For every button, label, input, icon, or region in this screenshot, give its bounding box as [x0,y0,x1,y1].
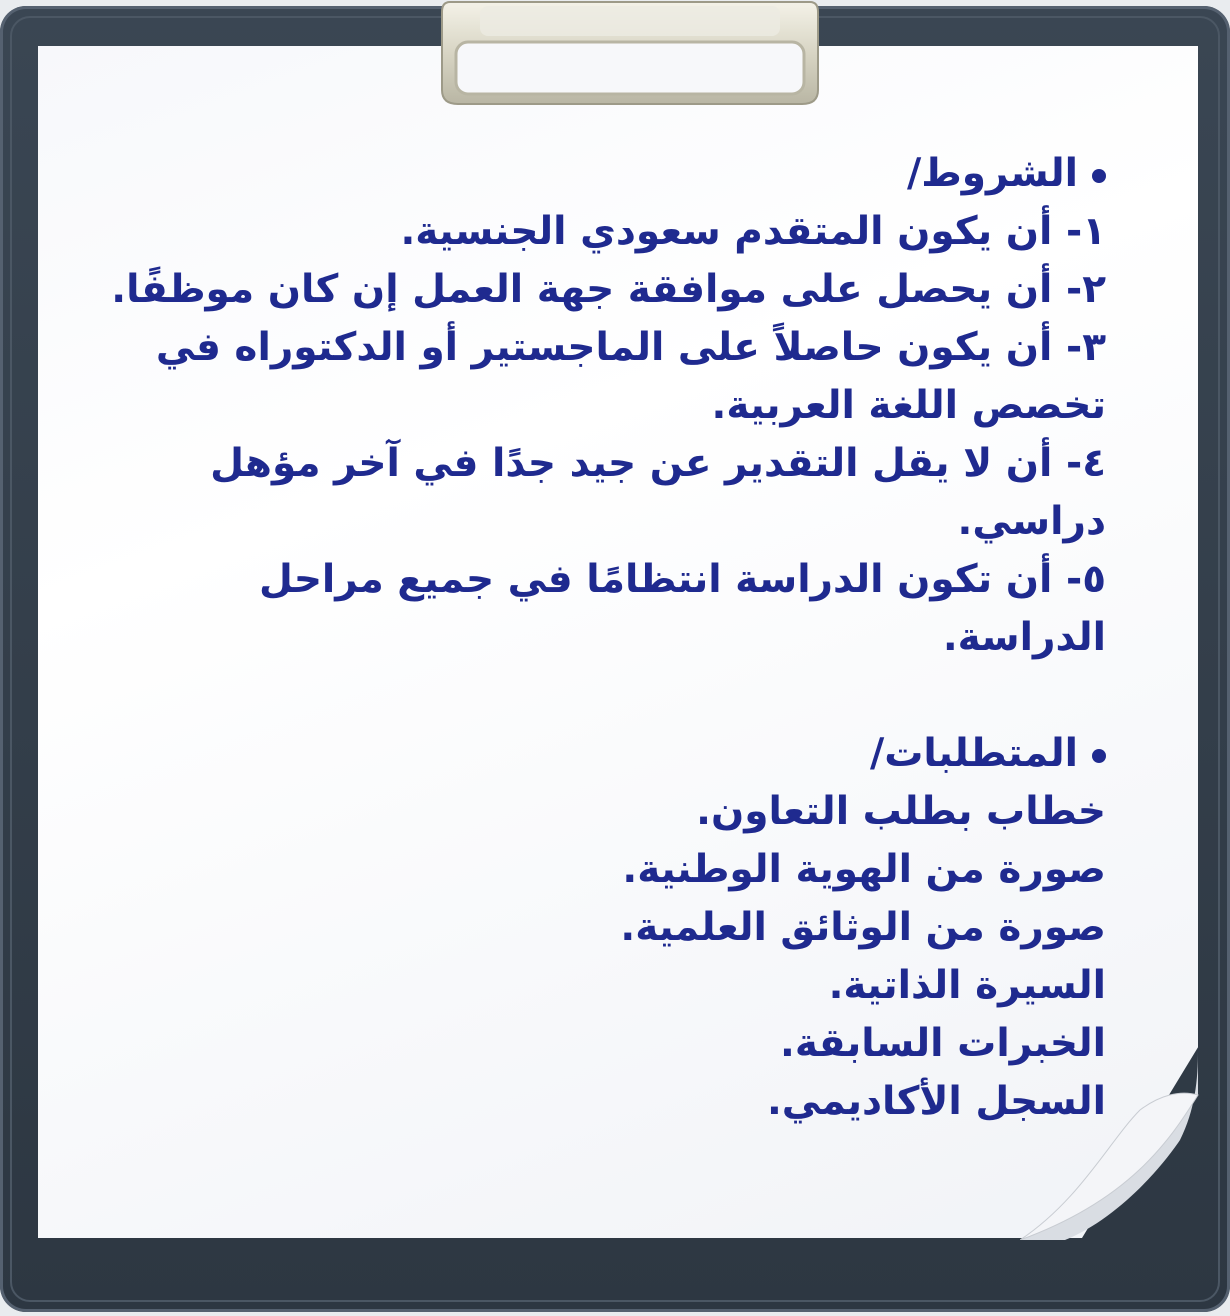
bullet-icon [1092,749,1106,763]
bullet-icon [1092,169,1106,183]
requirement-line: الخبرات السابقة. [780,1021,1106,1066]
requirement-line: صورة من الوثائق العلمية. [620,905,1106,950]
requirement-line: السجل الأكاديمي. [766,1079,1106,1124]
section-spacer [106,667,1106,725]
condition-line: ٣- أن يكون حاصلاً على الماجستير أو الدكتوراه في [155,325,1106,370]
conditions-heading-text: الشروط/ [907,151,1078,196]
document-content [106,145,1106,1131]
condition-line: دراسي. [957,499,1106,544]
requirement-line: السيرة الذاتية. [828,963,1106,1008]
condition-line: ٤- أن لا يقل التقدير عن جيد جدًا في آخر مؤهل [210,441,1106,486]
requirements-heading [106,725,1106,783]
condition-line: الدراسة. [942,615,1106,660]
requirement-line: خطاب بطلب التعاون. [696,789,1106,834]
condition-line: ١- أن يكون المتقدم سعودي الجنسية. [400,209,1106,254]
requirements-heading-text: المتطلبات/ [870,731,1078,776]
condition-line: تخصص اللغة العربية. [711,383,1106,428]
requirement-line: صورة من الهوية الوطنية. [622,847,1106,892]
condition-line: ٢- أن يحصل على موافقة جهة العمل إن كان موظفًا. [111,267,1106,312]
paper-clip [440,0,820,106]
condition-line: ٥- أن تكون الدراسة انتظامًا في جميع مراحل [259,557,1106,602]
conditions-heading [106,145,1106,203]
